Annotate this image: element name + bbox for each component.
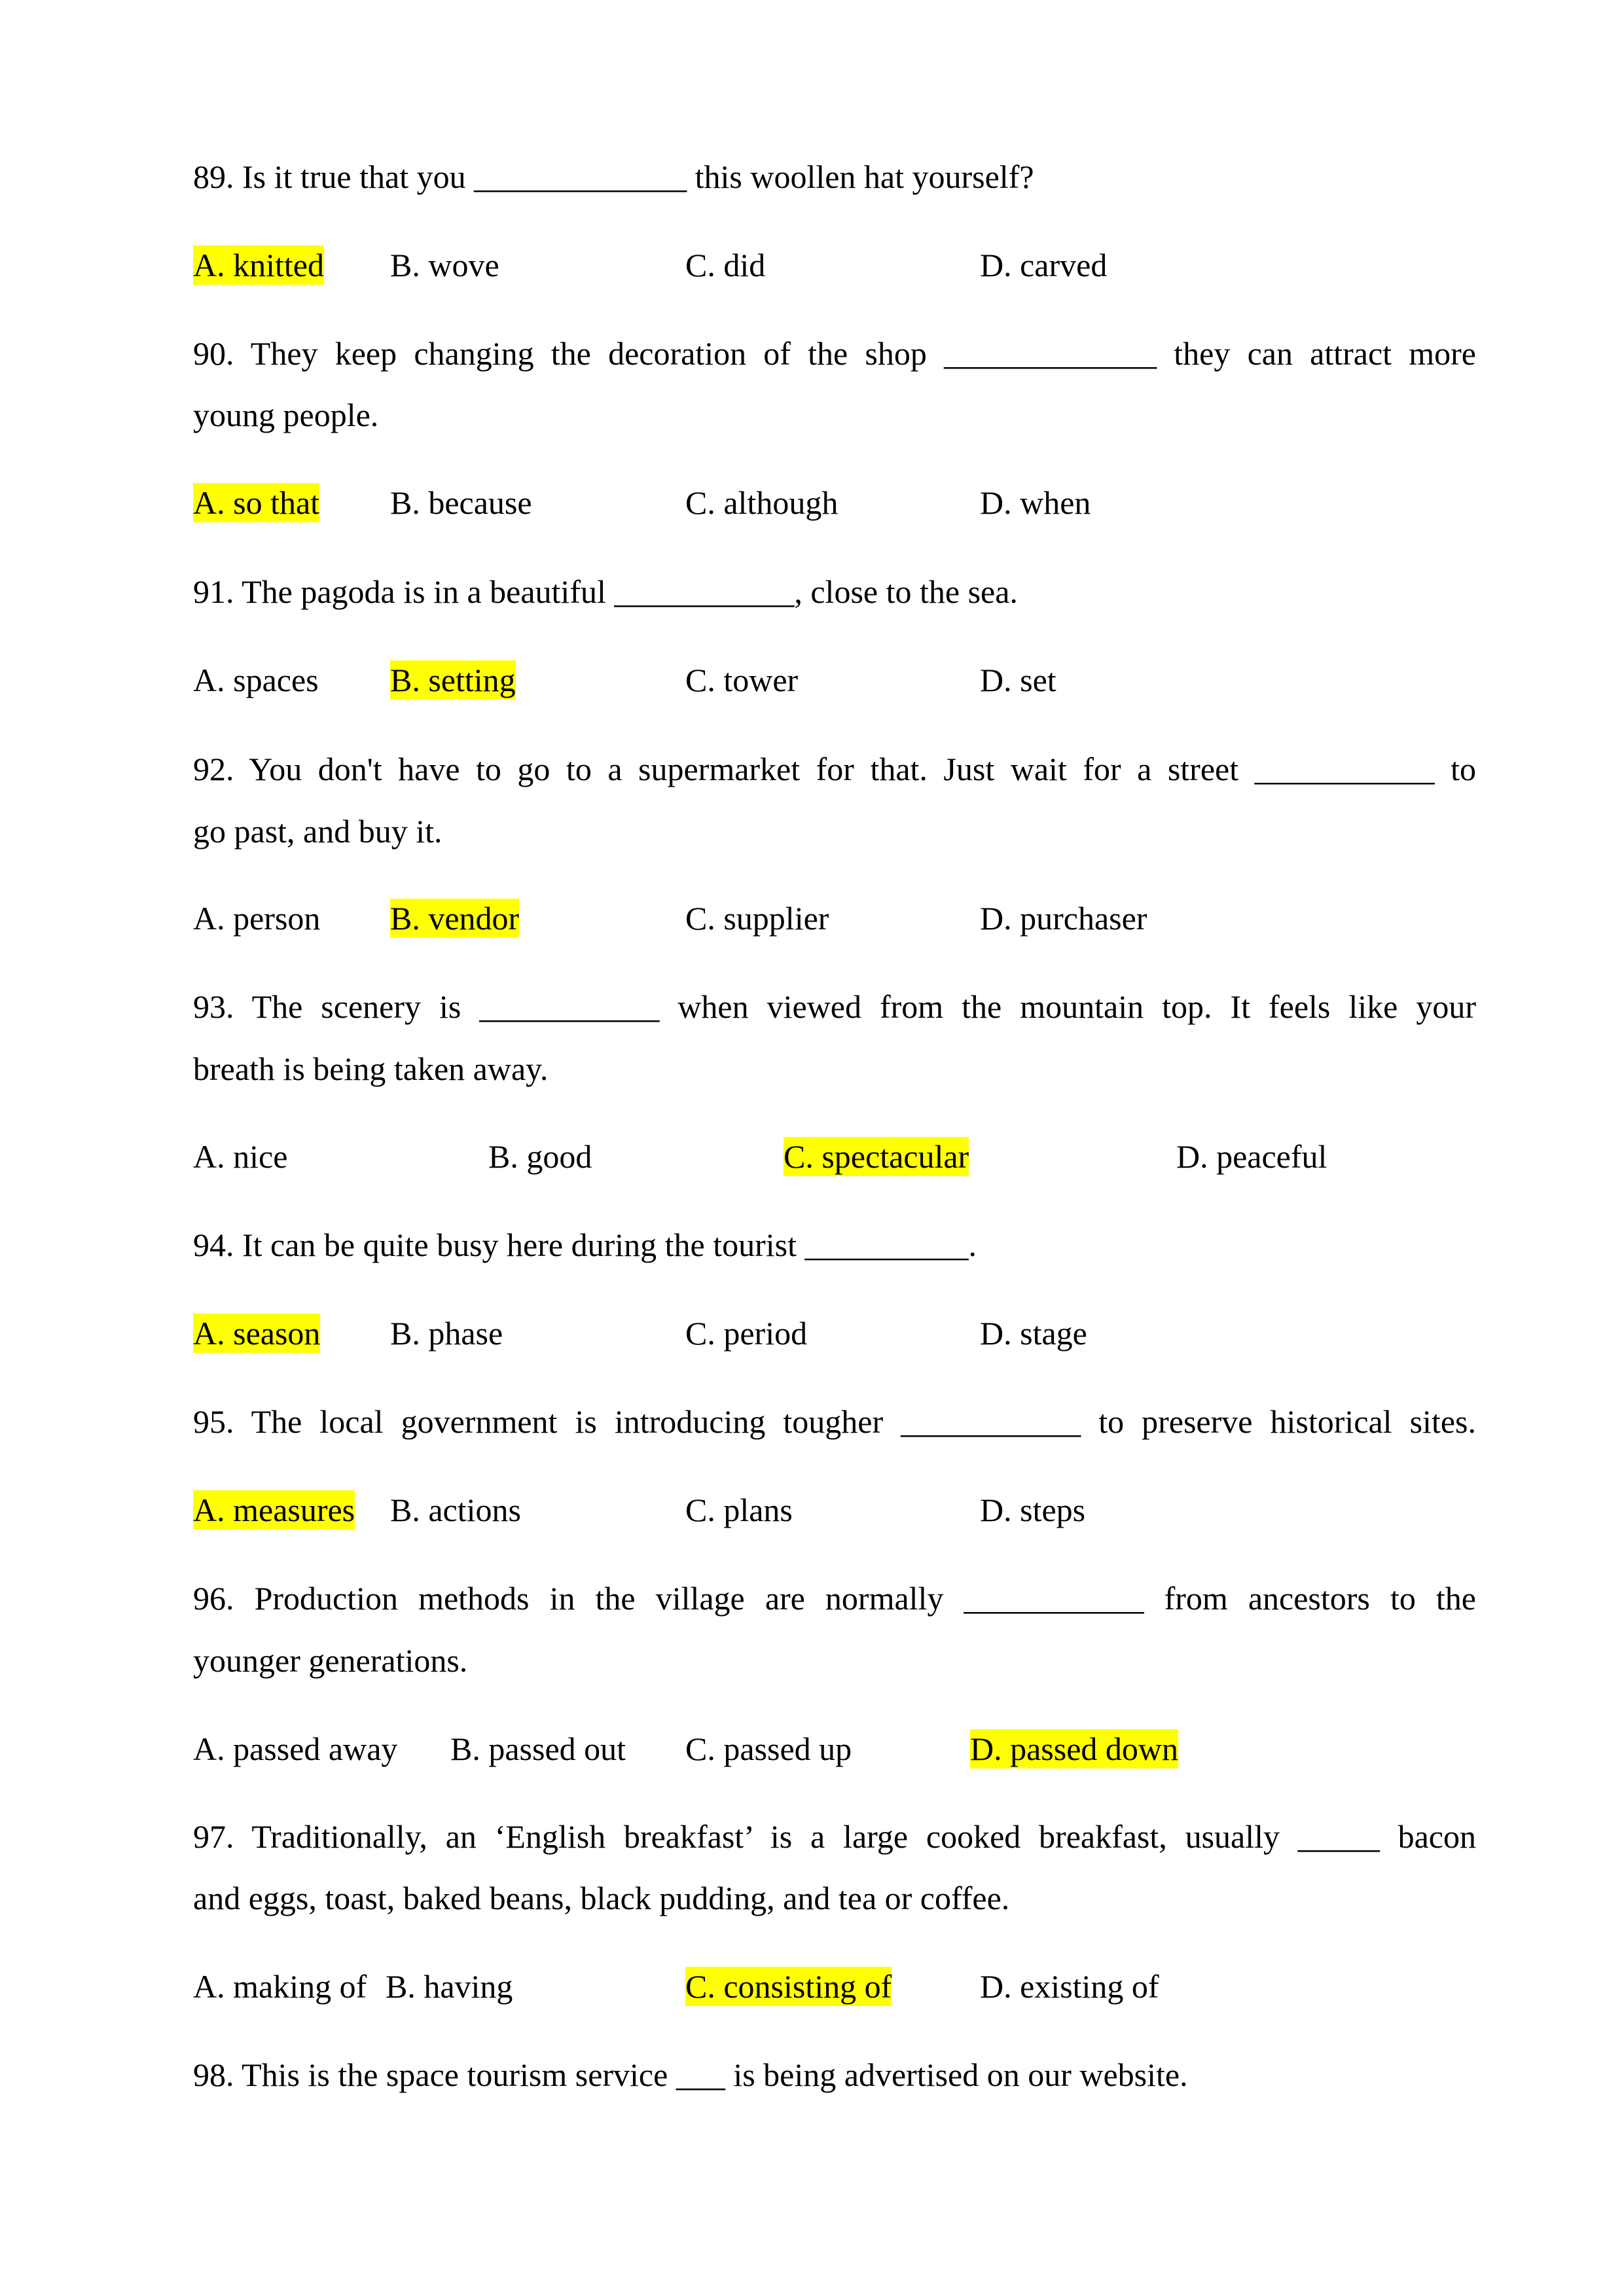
question-91-text: 91. The pagoda is in a beautiful ___________, close to the sea. [193,573,1018,610]
question-89-option-c[interactable]: C. did [685,247,766,283]
question-90-text-line-2: young people. [193,397,379,433]
question-97-option-c[interactable]: C. consisting of [685,1968,892,2005]
question-93-text-line-1: 93. The scenery is ___________ when viewed from the mountain top. It feels like your [193,988,1476,1025]
question-93-text-line-2: breath is being taken away. [193,1050,549,1087]
question-95-text: 95. The local government is introducing tougher ___________ to preserve historical sites. [193,1403,1476,1440]
question-92-option-c[interactable]: C. supplier [685,900,829,937]
question-96-option-c[interactable]: C. passed up [685,1731,852,1767]
question-92-text-line-2: go past, and buy it. [193,813,442,850]
question-96-text-line-2: younger generations. [193,1642,468,1679]
question-92-option-b[interactable]: B. vendor [390,900,520,937]
question-97-text-line-1: 97. Traditionally, an ‘English breakfast’ is a large cooked breakfast, usually _____ bacon [193,1818,1476,1855]
question-92-option-a[interactable]: A. person [193,900,321,937]
question-98-text: 98. This is the space tourism service ___ is being advertised on our website. [193,2056,1188,2093]
question-91-option-d[interactable]: D. set [980,662,1056,698]
question-94-option-a[interactable]: A. season [193,1315,321,1352]
question-95-option-a[interactable]: A. measures [193,1492,355,1528]
question-93-option-c[interactable]: C. spectacular [784,1138,969,1175]
question-93-option-d[interactable]: D. peaceful [1176,1138,1327,1175]
question-89-option-a[interactable]: A. knitted [193,247,324,283]
question-89-option-d[interactable]: D. carved [980,247,1108,283]
question-94-option-c[interactable]: C. period [685,1315,808,1352]
question-89-option-b[interactable]: B. wove [390,247,499,283]
question-96-option-d[interactable]: D. passed down [970,1731,1179,1767]
question-90-option-c[interactable]: C. although [685,484,839,521]
question-94-option-b[interactable]: B. phase [390,1315,503,1352]
question-97-option-d[interactable]: D. existing of [980,1968,1159,2005]
question-97-option-a[interactable]: A. making of [193,1968,367,2005]
question-97-option-b[interactable]: B. having [386,1968,513,2005]
question-94-text: 94. It can be quite busy here during the tourist __________. [193,1227,977,1263]
question-96-option-b[interactable]: B. passed out [450,1731,626,1767]
question-90-option-d[interactable]: D. when [980,484,1091,521]
question-92-option-d[interactable]: D. purchaser [980,900,1147,937]
question-95-option-b[interactable]: B. actions [390,1492,521,1528]
question-90-text-line-1: 90. They keep changing the decoration of the shop _____________ they can attract more [193,335,1476,372]
question-96-option-a[interactable]: A. passed away [193,1731,398,1767]
question-89-text: 89. Is it true that you _____________ this woollen hat yourself? [193,158,1034,195]
question-91-option-c[interactable]: C. tower [685,662,799,698]
question-93-option-b[interactable]: B. good [488,1138,592,1175]
question-91-option-a[interactable]: A. spaces [193,662,319,698]
question-95-option-c[interactable]: C. plans [685,1492,793,1528]
question-90-option-b[interactable]: B. because [390,484,532,521]
question-92-text-line-1: 92. You don't have to go to a supermarket for that. Just wait for a street ___________ to [193,751,1476,787]
question-94-option-d[interactable]: D. stage [980,1315,1087,1352]
question-96-text-line-1: 96. Production methods in the village are normally ___________ from ancestors to the [193,1580,1476,1617]
question-91-option-b[interactable]: B. setting [390,662,516,698]
question-93-option-a[interactable]: A. nice [193,1138,288,1175]
question-90-option-a[interactable]: A. so that [193,484,320,521]
question-97-text-line-2: and eggs, toast, baked beans, black pudding, and tea or coffee. [193,1880,1010,1916]
question-95-option-d[interactable]: D. steps [980,1492,1086,1528]
